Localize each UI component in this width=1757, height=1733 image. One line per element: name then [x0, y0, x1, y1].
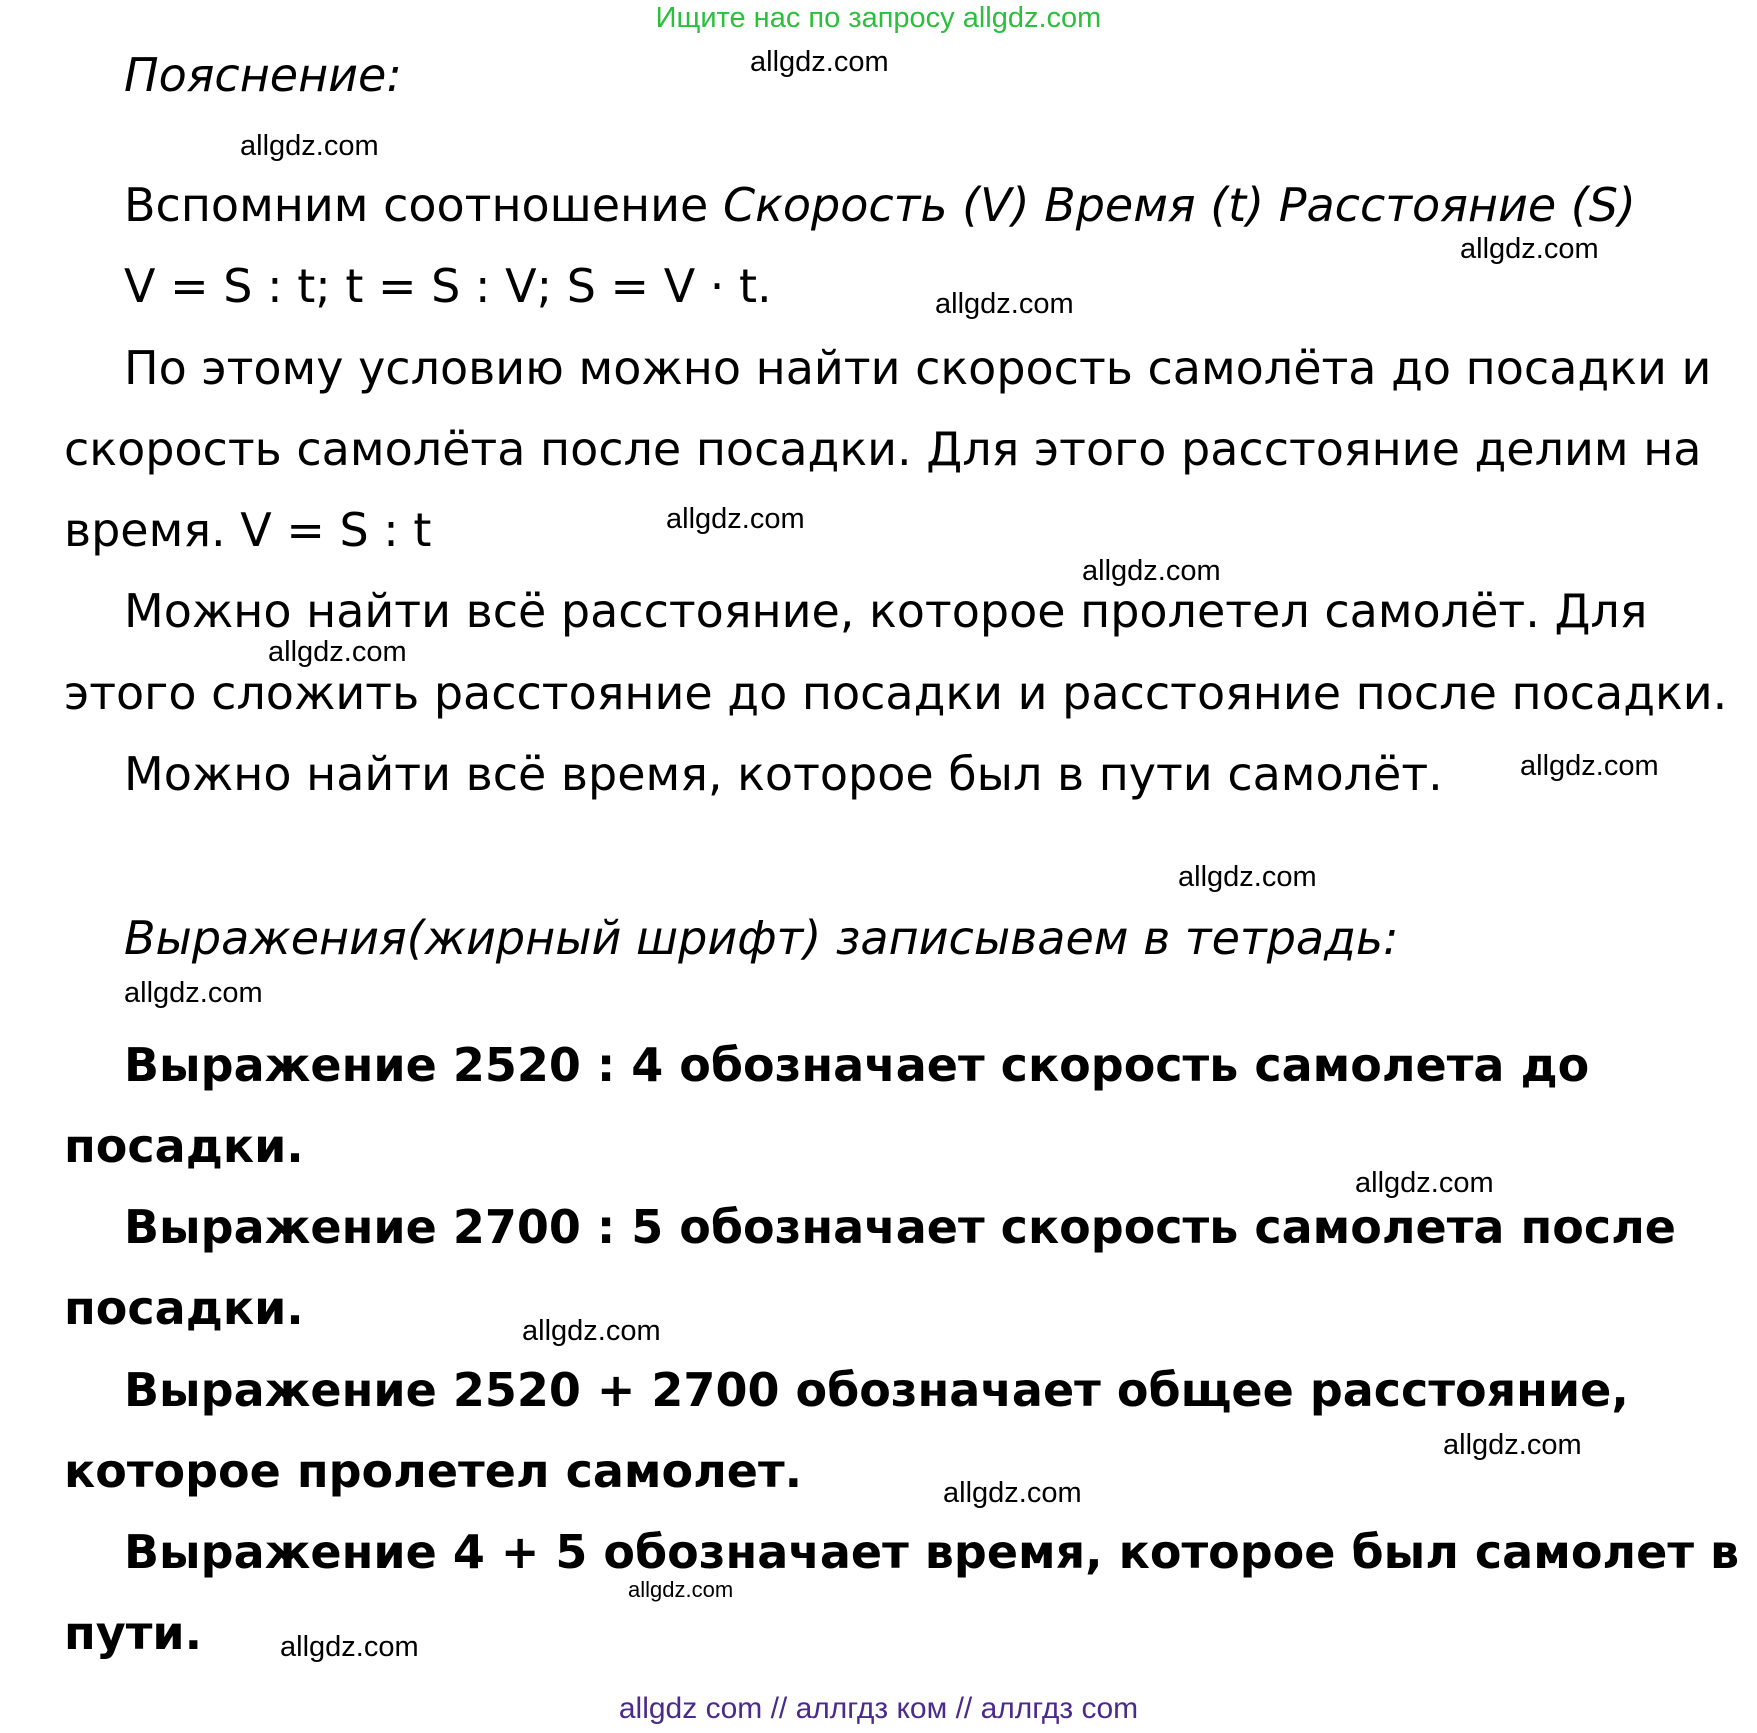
- watermark: allgdz.com: [750, 46, 889, 78]
- watermark: allgdz.com: [1082, 555, 1221, 587]
- paragraph2-line2: этого сложить расстояние до посадки и расстояние после посадки.: [64, 666, 1728, 720]
- expression2-line2: посадки.: [64, 1281, 304, 1335]
- relation-line: [124, 175, 1636, 235]
- watermark: allgdz.com: [1355, 1167, 1494, 1199]
- watermark: allgdz.com: [1520, 750, 1659, 782]
- paragraph1-line1: По этому условию можно найти скорость самолёта до посадки и: [124, 341, 1712, 395]
- relation-terms: Скорость (V) Время (t) Расстояние (S): [722, 178, 1636, 232]
- paragraph1-line2: скорость самолёта после посадки. Для этого расстояние делим на: [64, 422, 1702, 476]
- notebook-heading: Выражения(жирный шрифт) записываем в тетрадь:: [124, 911, 1399, 965]
- relation-prefix: Вспомним соотношение: [124, 178, 723, 232]
- expression1-line2: посадки.: [64, 1119, 304, 1173]
- watermark: allgdz.com: [280, 1631, 419, 1663]
- explanation-heading: Пояснение:: [124, 48, 402, 102]
- expression3-line2: которое пролетел самолет.: [64, 1444, 803, 1498]
- watermark: allgdz.com: [240, 130, 379, 162]
- expression4-line2: пути.: [64, 1606, 203, 1660]
- expression1-line1: Выражение 2520 : 4 обозначает скорость самолета до: [124, 1038, 1590, 1092]
- expression4-line1: Выражение 4 + 5 обозначает время, которое был самолет в: [124, 1525, 1740, 1579]
- watermark: allgdz.com: [628, 1577, 734, 1602]
- watermark: allgdz.com: [1460, 233, 1599, 265]
- watermark: allgdz.com: [935, 288, 1074, 320]
- watermark: allgdz.com: [1443, 1429, 1582, 1461]
- watermark: allgdz.com: [268, 636, 407, 668]
- watermark: allgdz.com: [522, 1315, 661, 1347]
- expression2-line1: Выражение 2700 : 5 обозначает скорость самолета после: [124, 1200, 1676, 1254]
- paragraph3-line: Можно найти всё время, которое был в пути самолёт.: [124, 747, 1443, 801]
- expression3-line1: Выражение 2520 + 2700 обозначает общее расстояние,: [124, 1363, 1629, 1417]
- paragraph1-line3: время. V = S : t: [64, 503, 432, 557]
- formulas-line: V = S : t; t = S : V; S = V · t.: [124, 259, 772, 313]
- watermark: allgdz.com: [943, 1477, 1082, 1509]
- paragraph2-line1: Можно найти всё расстояние, которое пролетел самолёт. Для: [124, 584, 1648, 638]
- footer-watermark: allgdz com // аллгдз ком // аллгдз com: [618, 1692, 1139, 1725]
- watermark: allgdz.com: [666, 503, 805, 535]
- watermark: allgdz.com: [124, 977, 263, 1009]
- watermark: allgdz.com: [1178, 861, 1317, 893]
- top-banner: Ищите нас по запросу allgdz.com: [655, 2, 1102, 34]
